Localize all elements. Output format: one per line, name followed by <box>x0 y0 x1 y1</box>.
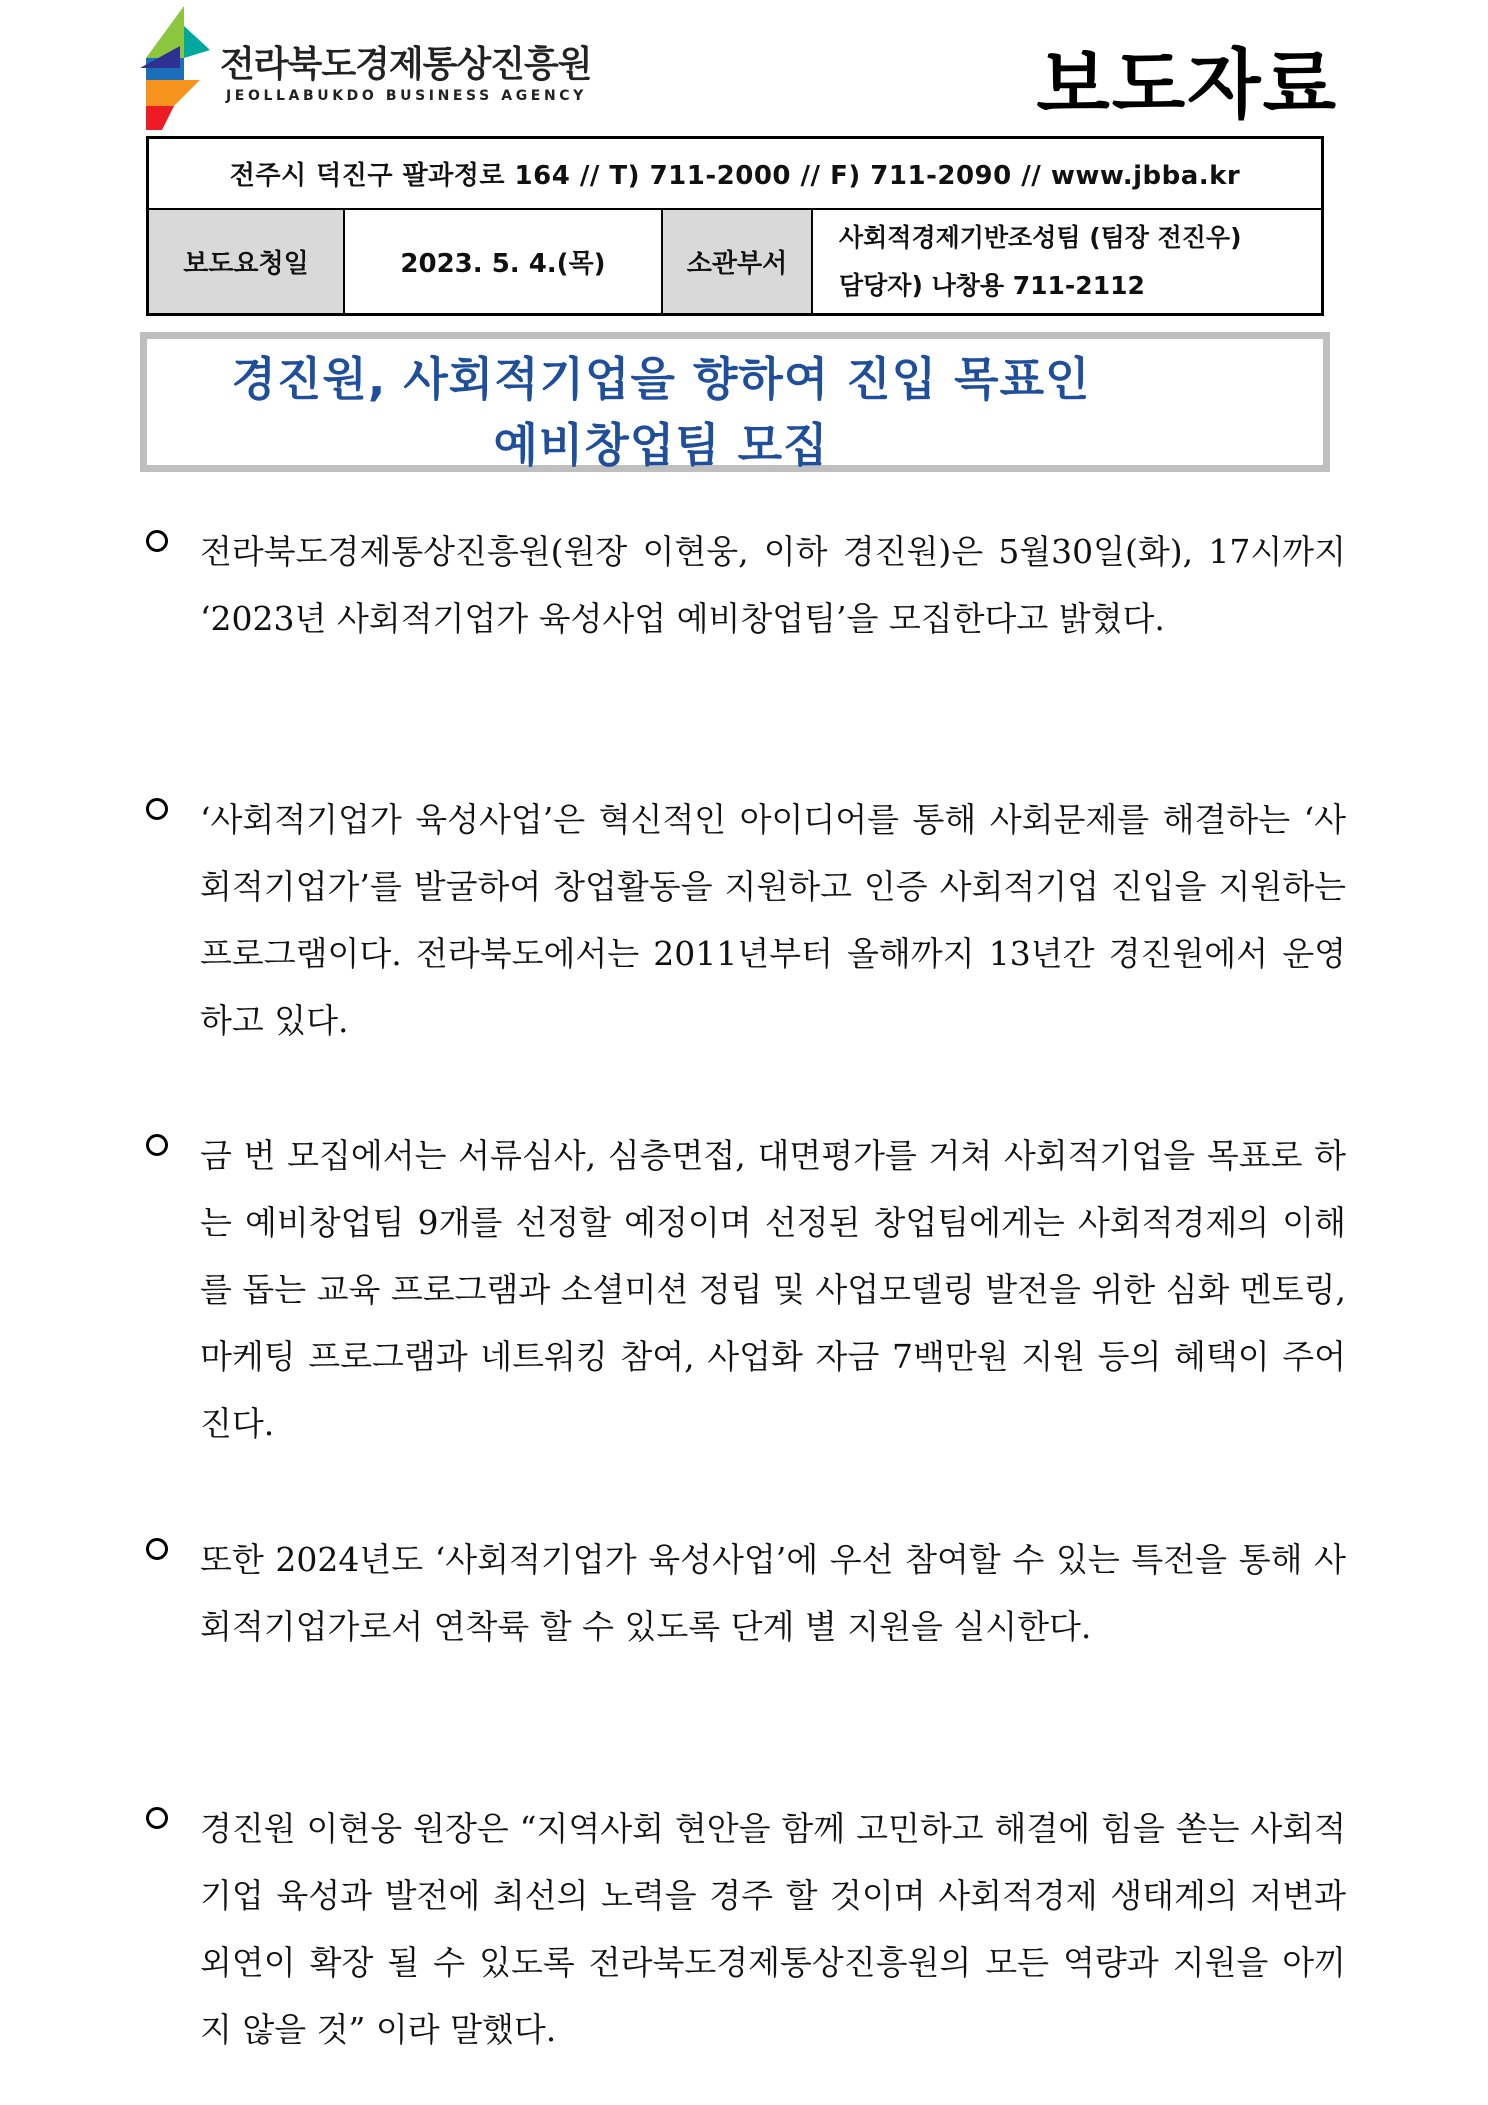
department-value <box>813 210 1321 313</box>
paragraph <box>146 518 1346 652</box>
department-team: 사회적경제기반조성팀 (팀장 전진우) <box>839 222 1242 252</box>
circle-bullet-icon <box>146 1538 168 1560</box>
agency-name: 전라북도경제통상진흥원 <box>220 44 592 85</box>
agency-logo-mark-icon <box>140 6 216 130</box>
paragraph-text: 경진원 이현웅 원장은 “지역사회 현안을 함께 고민하고 해결에 힘을 쏟는 사회적기업 육성과 발전에 최선의 노력을 경주 할 것이며 사회적경제 생태계의 저변과 외연이 확장 될 수 있도록 전라북도경제통상진흥원의 모든 역량과 지원을 아끼지 않을 것” 이라 말했다. <box>200 1809 1346 2049</box>
department-label: 소관부서 <box>663 210 813 313</box>
agency-name-english: JEOLLABUKDO BUSINESS AGENCY <box>226 88 587 104</box>
release-date-label: 보도요청일 <box>149 210 345 313</box>
contact-address: 전주시 덕진구 팔과정로 164 // T) 711-2000 // F) 711-2090 // www.jbba.kr <box>149 139 1321 210</box>
paragraph-text: 금 번 모집에서는 서류심사, 심층면접, 대면평가를 거쳐 사회적기업을 목표로 하는 예비창업팀 9개를 선정할 예정이며 선정된 창업팀에게는 사회적경제의 이해를 돕는 교육 프로그램과 소셜미션 정립 및 사업모델링 발전을 위한 심화 멘토링, 마케팅 프로그램과 네트워킹 참여, 사업화 자금 7백만원 지원 등의 혜택이 주어진다. <box>200 1136 1346 1443</box>
paragraph-text: 또한 2024년도 ‘사회적기업가 육성사업’에 우선 참여할 수 있는 특전을 통해 사회적기업가로서 연착륙 할 수 있도록 단계 별 지원을 실시한다. <box>200 1540 1346 1646</box>
paragraph-text: 전라북도경제통상진흥원(원장 이현웅, 이하 경진원)은 5월30일(화), 17시까지 ‘2023년 사회적기업가 육성사업 예비창업팀’을 모집한다고 밝혔다. <box>200 532 1346 638</box>
release-date-value: 2023. 5. 4.(목) <box>345 210 663 313</box>
paragraph-text: ‘사회적기업가 육성사업’은 혁신적인 아이디어를 통해 사회문제를 해결하는 ‘사회적기업가’를 발굴하여 창업활동을 지원하고 인증 사회적기업 진입을 지원하는 프로그램이다. 전라북도에서는 2011년부터 올해까지 13년간 경진원에서 운영하고 있다. <box>200 800 1346 1040</box>
circle-bullet-icon <box>146 1807 168 1829</box>
headline-box <box>140 332 1330 472</box>
document-kind-title: 보도자료 <box>1036 40 1338 129</box>
department-contact: 담당자) 나창용 711-2112 <box>839 270 1145 300</box>
press-info-table <box>146 136 1324 316</box>
paragraph <box>146 1795 1346 2063</box>
agency-logo <box>140 6 610 130</box>
paragraph <box>146 1122 1346 1457</box>
paragraph <box>146 1526 1346 1660</box>
circle-bullet-icon <box>146 798 168 820</box>
circle-bullet-icon <box>146 530 168 552</box>
paragraph <box>146 786 1346 1054</box>
headline-line-1: 경진원, 사회적기업을 향하여 진입 목표인 <box>231 352 1091 406</box>
headline-line-2: 예비창업팀 모집 <box>493 418 829 472</box>
circle-bullet-icon <box>146 1134 168 1156</box>
